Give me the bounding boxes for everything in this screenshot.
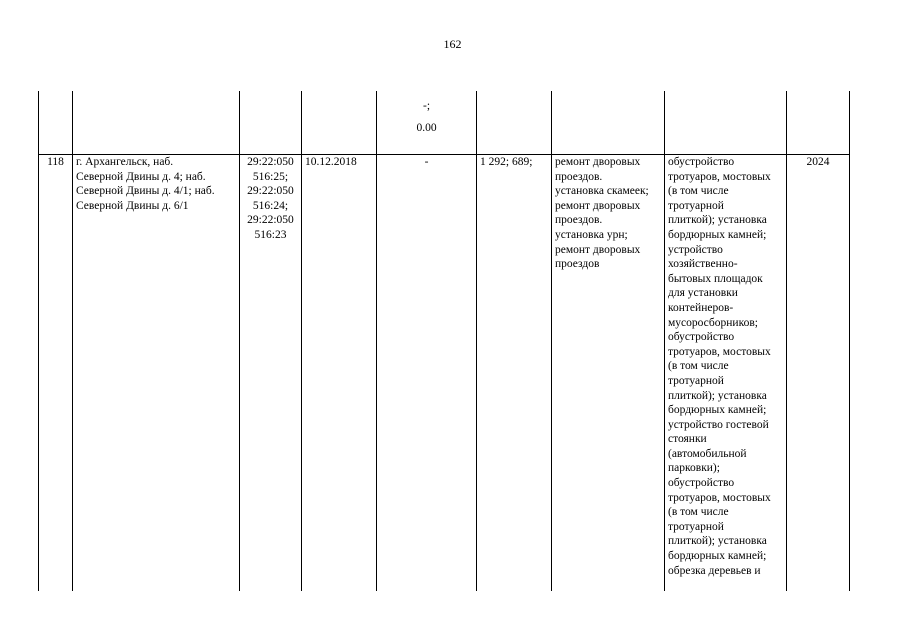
measures-line: обрезка деревьев и [668, 564, 761, 577]
cell-date-empty [302, 91, 377, 155]
measures-line: тротуарной [668, 374, 724, 387]
cell-number-empty [39, 91, 73, 155]
measures-line: (в том числе [668, 360, 729, 373]
cell-works-empty [552, 91, 665, 155]
cell-measures [665, 155, 787, 592]
measures-line: (автомобильной [668, 447, 747, 460]
measures-line: плиткой); установка [668, 535, 767, 548]
cadastral-line: 29:22:050 [247, 156, 294, 168]
cell-address [73, 155, 240, 592]
measures-line: плиткой); установка [668, 214, 767, 227]
address-line: Северной Двины д. 6/1 [76, 199, 189, 212]
col5-line1: -; [422, 100, 431, 112]
measures-line: тротуаров, мостовых [668, 170, 771, 183]
works-line: ремонт дворовых [555, 156, 641, 168]
measures-line: тротуаров, мостовых [668, 491, 771, 504]
works-line: проездов. [555, 214, 603, 227]
registry-table [38, 91, 850, 591]
measures-line: обустройство [668, 477, 735, 490]
measures-line: тротуарной [668, 520, 724, 533]
cell-col5-continued [377, 91, 477, 155]
cell-amount: 1 292; 689; [477, 155, 552, 592]
cell-year-empty [787, 91, 850, 155]
measures-line: бордюрных камней; [668, 228, 767, 241]
measures-line: тротуарной [668, 199, 724, 212]
cell-works [552, 155, 665, 592]
cadastral-line: 29:22:050 [247, 185, 294, 198]
measures-line: бытовых площадок [668, 272, 763, 285]
measures-line: для установки [668, 287, 738, 300]
address-line: Северной Двины д. 4/1; наб. [76, 185, 215, 198]
works-line: проездов [555, 258, 600, 271]
measures-line: тротуаров, мостовых [668, 345, 771, 358]
cell-cadastral-empty [240, 91, 302, 155]
measures-line: бордюрных камней; [668, 550, 767, 563]
page-number: 162 [443, 37, 462, 51]
works-line: ремонт дворовых [555, 243, 641, 256]
address-line: Северной Двины д. 4; наб. [76, 170, 206, 183]
measures-line: мусоросборников; [668, 316, 758, 329]
works-line: проездов. [555, 170, 603, 183]
measures-line: устройство гостевой [668, 418, 769, 431]
cadastral-line: 516:24; [252, 199, 289, 212]
cell-year: 2024 [787, 155, 850, 592]
cadastral-line: 516:23 [254, 228, 287, 241]
measures-line: устройство [668, 243, 723, 256]
cadastral-line: 516:25; [252, 170, 289, 183]
measures-line: контейнеров- [668, 301, 734, 314]
works-line: установка урн; [555, 228, 628, 241]
cell-row-number: 118 [39, 155, 73, 592]
cell-cadastral [240, 155, 302, 592]
address-line: г. Архангельск, наб. [76, 156, 174, 168]
measures-line: стоянки [668, 433, 707, 446]
continuation-row [39, 91, 850, 155]
cell-measures-empty [665, 91, 787, 155]
measures-line: парковки); [668, 462, 720, 475]
measures-line: бордюрных камней; [668, 404, 767, 417]
cell-amount-empty [477, 91, 552, 155]
measures-line: (в том числе [668, 185, 729, 198]
measures-line: обустройство [668, 156, 735, 168]
works-line: ремонт дворовых [555, 199, 641, 212]
table-row [39, 155, 850, 592]
measures-line: хозяйственно- [668, 258, 738, 271]
col5-line2: 0.00 [416, 122, 437, 134]
works-line: установка скамеек; [555, 185, 649, 198]
cell-col5: - [377, 155, 477, 592]
cell-date: 10.12.2018 [302, 155, 377, 592]
measures-line: плиткой); установка [668, 389, 767, 402]
measures-line: обустройство [668, 331, 735, 344]
measures-line: (в том числе [668, 506, 729, 519]
cell-address-empty [73, 91, 240, 155]
cadastral-line: 29:22:050 [247, 214, 294, 227]
